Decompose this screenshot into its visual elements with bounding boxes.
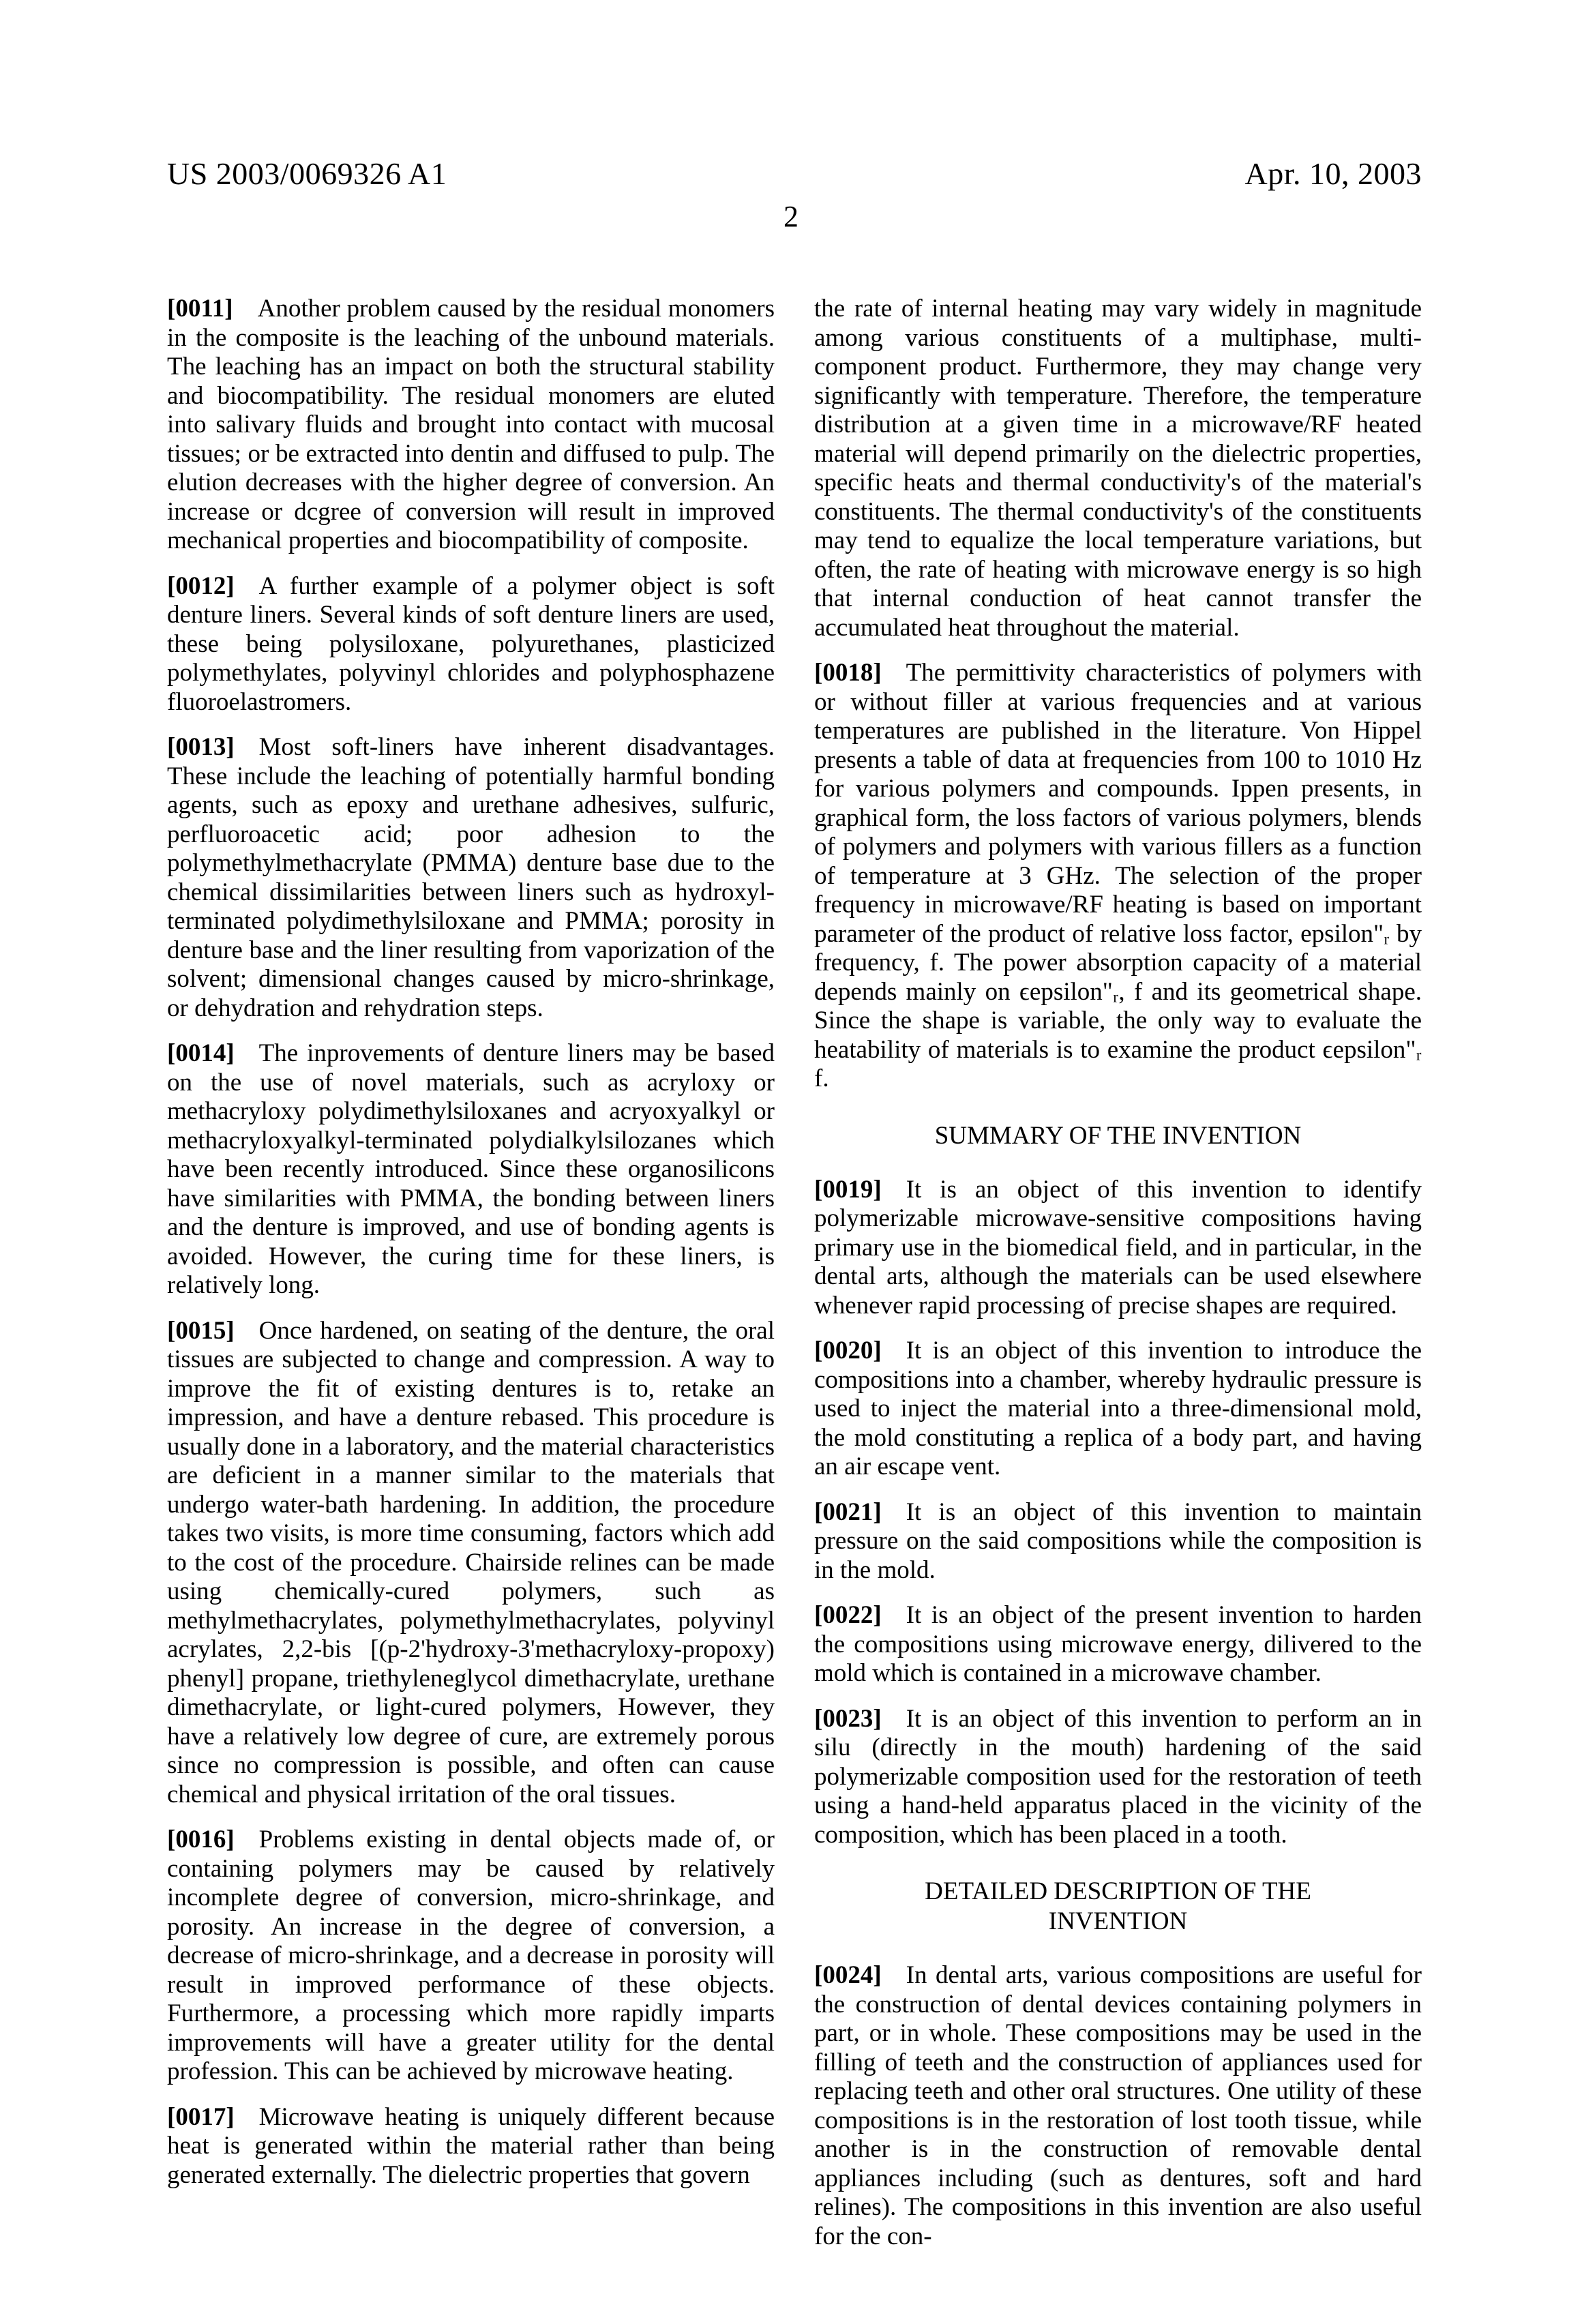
- paragraph-text: It is an object of this invention to maintain pressure on the said compositions while the composition is in the mold.: [814, 1498, 1422, 1584]
- paragraph-number: [0015]: [167, 1316, 235, 1345]
- paragraph-0019: [814, 1176, 1422, 1321]
- paragraph-text: Another problem caused by the residual monomers in the composite is the leaching of the unbound materials. The leaching has an impact on both the structural stability and biocompatibility. The residual monomers are eluted into salivary fluids and brought into contact with mucosal tissues; or be extracted into dentin and diffused to pulp. The elution decreases with the higher degree of conversion. An increase or dcgree of conversion will result in improved mechanical properties and biocompatibility of composite.: [167, 295, 775, 554]
- paragraph-number: [0022]: [814, 1601, 882, 1629]
- paragraph-0012: [167, 572, 775, 717]
- paragraph-text: The inprovements of denture liners may be based on the use of novel materials, such as acryloxy or methacryloxy polydimethylsiloxanes and acryoxyalkyl or methacryloxyalkyl-terminated polydialkylsilozanes which have been recently introduced. Since these organosilicons have similarities with PMMA, the bonding between liners and the denture is improved, and use of bonding agents is avoided. However, the curing time for these liners, is relatively long.: [167, 1039, 775, 1299]
- paragraph-number: [0018]: [814, 659, 882, 687]
- patent-number: US 2003/0069326 A1: [167, 156, 447, 191]
- paragraph-0013: [167, 733, 775, 1023]
- paragraph-text: It is an object of this invention to introduce the compositions into a chamber, whereby hydraulic pressure is used to inject the material into a three-dimensional mold, the mold constituting a replica of a body part, and having an air escape vent.: [814, 1337, 1422, 1480]
- two-column-body: [167, 295, 1422, 2267]
- paragraph-text: In dental arts, various compositions are useful for the construction of dental devices containing polymers in part, or in whole. These compositions may be used in the filling of teeth and the construction of appliances used for replacing teeth and other oral structures. One utility of these compositions is in the restoration of lost tooth tissue, while another is in the construction of removable dental appliances including (such as dentures, soft and hard relines). The compositions in this invention are also useful for the con-: [814, 1961, 1422, 2250]
- paragraph-text: Microwave heating is uniquely different because heat is generated within the material rather than being generated externally. The dielectric properties that govern: [167, 2102, 775, 2189]
- paragraph-text: The permittivity characteristics of polymers with or without filler at various frequencies and at various temperatures are published in the literature. Von Hippel presents a table of data at frequencies from 100 to 1010 Hz for various polymers and compounds. Ippen presents, in graphical form, the loss factors of various polymers, blends of polymers and polymers with various fillers as a function of temperature at 3 GHz. The selection of the proper frequency in microwave/RF heating is based on important parameter of the product of relative loss factor, epsilon"ᵣ by frequency, f. The power absorption capacity of a material depends mainly on ϵepsilon"ᵣ, f and its geometrical shape. Since the shape is variable, the only way to evaluate the heatability of materials is to examine the product ϵepsilon"ᵣ f.: [814, 659, 1422, 1092]
- paragraph-number: [0024]: [814, 1961, 882, 1989]
- paragraph-number: [0016]: [167, 1826, 235, 1853]
- paragraph-0014: [167, 1039, 775, 1300]
- paragraph-0022: [814, 1601, 1422, 1688]
- paragraph-0023: [814, 1705, 1422, 1850]
- paragraph-text: A further example of a polymer object is soft denture liners. Several kinds of soft denture liners are used, these being polysiloxane, polyurethanes, plasticized polymethylates, polyvinyl chlorides and polyphosphazene fluoroelastromers.: [167, 571, 775, 716]
- paragraph-number: [0020]: [814, 1337, 882, 1365]
- paragraph-0024: [814, 1961, 1422, 2251]
- paragraph-number: [0017]: [167, 2102, 235, 2131]
- paragraph-text: It is an object of this invention to identify polymerizable microwave-sensitive compositions having primary use in the biomedical field, and in particular, in the dental arts, although the materials can be used elsewhere whenever rapid processing of precise shapes are required.: [814, 1175, 1422, 1320]
- paragraph-text: Once hardened, on seating of the denture, the oral tissues are subjected to change and compression. A way to improve the fit of existing dentures is to, retake an impression, and have a denture rebased. This procedure is usually done in a laboratory, and the material characteristics are deficient in a manner similar to the materials that undergo water-bath hardening. In addition, the procedure takes two visits, is more time consuming, factors which add to the cost of the procedure. Chairside relines can be made using chemically-cured polymers, such as methylmethacrylates, polymethylmethacrylates, polyvinyl acrylates, 2,2-bis [(p-2'hydroxy-3'methacryloxy-propoxy) phenyl] propane, triethyleneglycol dimethacrylate, urethane dimethacrylate, or light-cured polymers, However, they have a relatively low degree of cure, are extremely porous since no compression is possible, and often can cause chemical and physical irritation of the oral tissues.: [167, 1316, 775, 1808]
- paragraph-number: [0011]: [167, 295, 233, 323]
- paragraph-0011: [167, 295, 775, 556]
- paragraph-0015: [167, 1317, 775, 1810]
- publication-date: Apr. 10, 2003: [1244, 156, 1422, 191]
- paragraph-number: [0014]: [167, 1039, 235, 1067]
- paragraph-number: [0012]: [167, 571, 235, 600]
- paragraph-0017-continued: [814, 295, 1422, 642]
- left-column: [167, 295, 775, 2267]
- paragraph-0017: [167, 2103, 775, 2190]
- paragraph-text: It is an object of this invention to perform an in silu (directly in the mouth) hardening of the said polymerizable composition used for the restoration of teeth using a hand-held apparatus placed in the vicinity of the composition, which has been placed in a tooth.: [814, 1704, 1422, 1849]
- summary-heading: SUMMARY OF THE INVENTION: [934, 1121, 1302, 1150]
- paragraph-0021: [814, 1498, 1422, 1585]
- paragraph-text: Most soft-liners have inherent disadvantages. These include the leaching of potentially harmful bonding agents, such as epoxy and urethane adhesives, sulfuric, perfluoroacetic acid; poor adhesion to the polymethylmethacrylate (PMMA) denture base due to the chemical dissimilarities between liners such as hydroxyl-terminated polydimethylsiloxane and PMMA; porosity in denture base and the liner resulting from vaporization of the solvent; dimensional changes caused by micro-shrinkage, or dehydration and rehydration steps.: [167, 733, 775, 1022]
- running-header: [167, 155, 1422, 192]
- page-number: 2: [783, 200, 799, 233]
- paragraph-number: [0023]: [814, 1704, 882, 1733]
- paragraph-text: Problems existing in dental objects made of, or containing polymers may be caused by relatively incomplete degree of conversion, micro-shrinkage, and porosity. An increase in the degree of conversion, a decrease of micro-shrinkage, and a decrease in porosity will result in improved performance of these objects. Furthermore, a processing which more rapidly imparts improvements will have a greater utility for the dental profession. This can be achieved by microwave heating.: [167, 1826, 775, 2085]
- right-column: [814, 295, 1422, 2267]
- detailed-description-heading: DETAILED DESCRIPTION OF THE INVENTION: [925, 1877, 1311, 1935]
- paragraph-number: [0013]: [167, 733, 235, 761]
- paragraph-text: It is an object of the present invention to harden the compositions using microwave energy, dilivered to the mold which is contained in a microwave chamber.: [814, 1601, 1422, 1687]
- paragraph-0020: [814, 1337, 1422, 1482]
- paragraph-number: [0021]: [814, 1498, 882, 1526]
- paragraph-text: the rate of internal heating may vary widely in magnitude among various constituents of a multiphase, multi-component product. Furthermore, they may change very significantly with temperature. Therefore, the temperature distribution at a given time in a microwave/RF heated material will depend primarily on the dielectric properties, specific heats and thermal conductivity's of the material's constituents. The thermal conductivity's of the constituents may tend to equalize the local temperature variations, but often, the rate of heating with microwave energy is so high that internal conduction of heat cannot transfer the accumulated heat throughout the material.: [814, 295, 1422, 642]
- paragraph-number: [0019]: [814, 1175, 882, 1204]
- paragraph-0016: [167, 1826, 775, 2087]
- paragraph-0018: [814, 659, 1422, 1094]
